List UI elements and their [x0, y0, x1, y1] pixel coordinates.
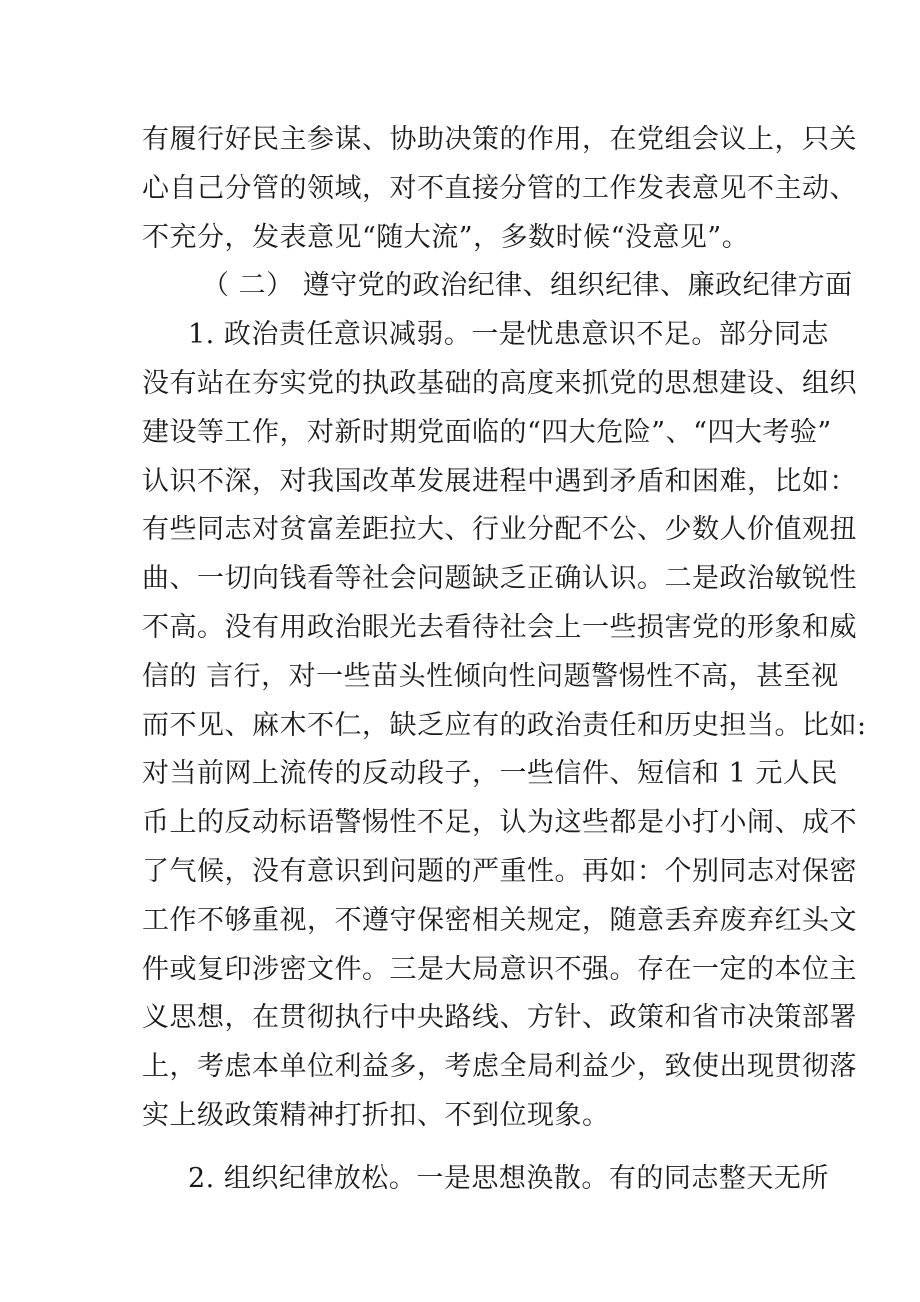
- list-item-heading: 1. 政治责任意识减弱。一是忧患意识不足。部分同志: [188, 319, 829, 351]
- document-body: [142, 116, 867, 1204]
- text-line: 上，考虑本单位利益多，考虑全局利益少，致使出现贯彻落: [142, 1051, 857, 1083]
- text-line: 认识不深，对我国改革发展进程中遇到矛盾和困难，比如：: [142, 465, 857, 497]
- text-line: 不高。没有用政治眼光去看待社会上一些损害党的形象和威: [142, 611, 857, 643]
- list-item-heading: 2. 组织纪律放松。一是思想涣散。有的同志整天无所: [188, 1162, 829, 1194]
- text-line: 信的 言行，对一些苗头性倾向性问题警惕性不高，甚至视: [142, 660, 839, 692]
- text-line: 不充分，发表意见“随大流”，多数时候“没意见”。: [142, 221, 750, 253]
- text-line: 有履行好民主参谋、协助决策的作用，在党组会议上，只关: [142, 124, 857, 155]
- text-line: 心自己分管的领域，对不直接分管的工作发表意见不主动、: [142, 172, 857, 204]
- text-line: 建设等工作，对新时期党面临的“四大危险”、“四大考验”: [142, 416, 832, 448]
- text-line: 了气候，没有意识到问题的严重性。再如：个别同志对保密: [142, 855, 857, 887]
- text-line: 有些同志对贫富差距拉大、行业分配不公、少数人价值观扭: [142, 514, 857, 546]
- text-line: 工作不够重视，不遵守保密相关规定，随意丢弃废弃红头文: [142, 904, 857, 936]
- text-line: 义思想，在贯彻执行中央路线、方针、政策和省市决策部署: [142, 1002, 857, 1034]
- text-line: 没有站在夯实党的执政基础的高度来抓党的思想建设、组织: [142, 367, 857, 399]
- text-line: 而不见、麻木不仁，缺乏应有的政治责任和历史担当。比如:: [142, 709, 867, 741]
- text-line: 币上的反动标语警惕性不足，认为这些都是小打小闹、成不: [142, 807, 857, 839]
- text-line: 实上级政策精神打折扣、不到位现象。: [142, 1099, 610, 1131]
- section-heading: （ 二） 遵守党的政治纪律、组织纪律、廉政纪律方面: [202, 270, 853, 302]
- paragraph-gap: [142, 1141, 782, 1155]
- text-line: 曲、一切向钱看等社会问题缺乏正确认识。二是政治敏锐性: [142, 563, 857, 595]
- text-line: 件或复印涉密文件。三是大局意识不强。存在一定的本位主: [142, 953, 857, 985]
- text-line: 对当前网上流传的反动段子，一些信件、短信和 1 元人民: [142, 758, 838, 790]
